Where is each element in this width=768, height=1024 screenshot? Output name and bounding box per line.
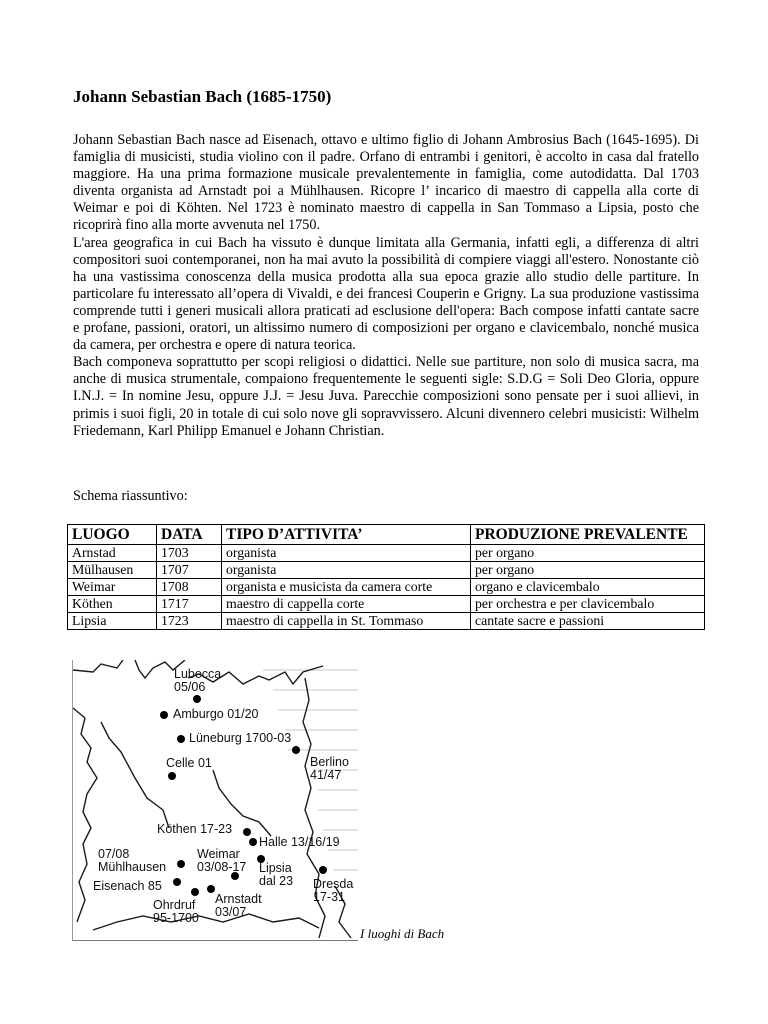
city-marker-luneburg [177,735,185,743]
cell-produzione: cantate sacre e passioni [471,613,705,630]
city-marker-berlino [292,746,300,754]
map-label-berlino: Berlino 41/47 [310,755,349,782]
cell-produzione: organo e clavicembalo [471,579,705,596]
cell-tipo: organista [222,562,471,579]
map-label-ohrdruf: Ohrdruf 95-1700 [153,898,199,925]
cell-luogo: Lipsia [68,613,157,630]
city-marker-lubecca [193,695,201,703]
header-tipo-attivita: TIPO D’ATTIVITA’ [222,525,471,545]
cell-luogo: Köthen [68,596,157,613]
header-produzione: PRODUZIONE PREVALENTE [471,525,705,545]
table-row [68,596,705,613]
cell-produzione: per organo [471,562,705,579]
paragraph: Bach componeva soprattutto per scopi religiosi o didattici. Nelle sue partiture, non solo di musica sacra, ma anche di musica strumentale, compaiono frequentemente le seguenti sigle: S.D.G = Soli Deo Gloria, oppure I.N.J. = In nomine Jesu, oppure J.J. = Jesu Juva. Parecchie composizioni sono pensate per i suoi allievi, in primis i suoi figli, 20 in totale di cui solo nove gli sopravvissero. Alcuni divennero celebri musicisti: Wilhelm Friedemann, Karl Philipp Emanuel e Johann Christian. [73,354,699,439]
city-marker-celle [168,772,176,780]
map-label-weimar: Weimar 03/08-17 [197,847,247,874]
cell-data: 1703 [157,545,222,562]
table-header-row [68,525,705,545]
map-label-muhlhausen: 07/08 Mühlhausen [98,847,167,874]
paragraph: Johann Sebastian Bach nasce ad Eisenach, ottavo e ultimo figlio di Johann Ambrosius Bach (1645-1695). Di famiglia di musicisti, studia violino con il padre. Orfano di entrambi i genitori, è accolto in casa dal fratello maggiore. Ha una prima formazione musicale prevalentemente in famiglia, come autodidatta. Dal 1703 diventa organista ad Arnstadt poi a Mühlhausen. Ricopre l’ incarico di maestro di cappella alla corte di Weimar e poi di Köhten. Nel 1723 è nominato maestro di cappella in San Tommaso a Lipsia, posto che ricoprirà fino alla morte avvenuta nel 1750. [73,132,699,234]
city-marker-eisenach [173,878,181,886]
table-row [68,579,705,596]
map-label-lubecca: Lubecca 05/06 [174,667,222,694]
map-label-kothen: Köthen 17-23 [157,822,233,836]
table-row [68,562,705,579]
map-label-celle: Celle 01 [166,756,212,770]
city-marker-halle [249,838,257,846]
cell-tipo: organista [222,545,471,562]
cell-tipo: maestro di cappella in St. Tommaso [222,613,471,630]
map-label-dresda: Dresda 17-31 [313,877,354,904]
biography-text [73,132,699,440]
city-marker-amburgo [160,711,168,719]
cell-data: 1708 [157,579,222,596]
cell-luogo: Mülhausen [68,562,157,579]
map-caption: I luoghi di Bach [360,926,445,941]
cell-produzione: per orchestra e per clavicembalo [471,596,705,613]
map-label-eisenach: Eisenach 85 [93,879,162,893]
cell-tipo: maestro di cappella corte [222,596,471,613]
header-data: DATA [157,525,222,545]
city-marker-kothen [243,828,251,836]
map-label-arnstadt: Arnstadt 03/07 [215,892,262,919]
cell-luogo: Weimar [68,579,157,596]
schema-label: Schema riassuntivo: [73,488,188,504]
map-label-luneburg: Lüneburg 1700-03 [189,731,292,745]
header-luogo: LUOGO [68,525,157,545]
map-label-halle: Halle 13/16/19 [259,835,340,849]
map-label-lipsia: Lipsia dal 23 [259,861,294,888]
map-label-amburgo: Amburgo 01/20 [173,707,259,721]
city-marker-arnstadt [207,885,215,893]
cell-luogo: Arnstad [68,545,157,562]
bach-places-map [72,660,358,941]
table-row [68,545,705,562]
city-marker-ohrdruf [191,888,199,896]
table-row [68,613,705,630]
summary-table [67,524,705,630]
cell-data: 1717 [157,596,222,613]
cell-data: 1723 [157,613,222,630]
city-marker-muhlhausen [177,860,185,868]
cell-data: 1707 [157,562,222,579]
city-marker-dresda [319,866,327,874]
cell-tipo: organista e musicista da camera corte [222,579,471,596]
cell-produzione: per organo [471,545,705,562]
paragraph: L'area geografica in cui Bach ha vissuto è dunque limitata alla Germania, infatti egli, a differenza di altri compositori suoi contemporanei, non ha mai avuto la possibilità di compiere viaggi all'estero. Nonostante ciò ha una vastissima conoscenza della musica prodotta alla sua epoca grazie allo studio delle partiture. In particolare fu interessato all’opera di Vivaldi, e dei francesi Couperin e Grigny. La sua produzione vastissima comprende tutti i generi musicali allora praticati ad esclusione dell'opera: Bach compose infatti cantate sacre e profane, passioni, oratori, un altissimo numero di composizioni per organo e clavicembalo, nonché musica da camera, per orchestra e opere di natura teorica. [73,234,699,354]
page-title: Johann Sebastian Bach (1685-1750) [73,87,332,106]
